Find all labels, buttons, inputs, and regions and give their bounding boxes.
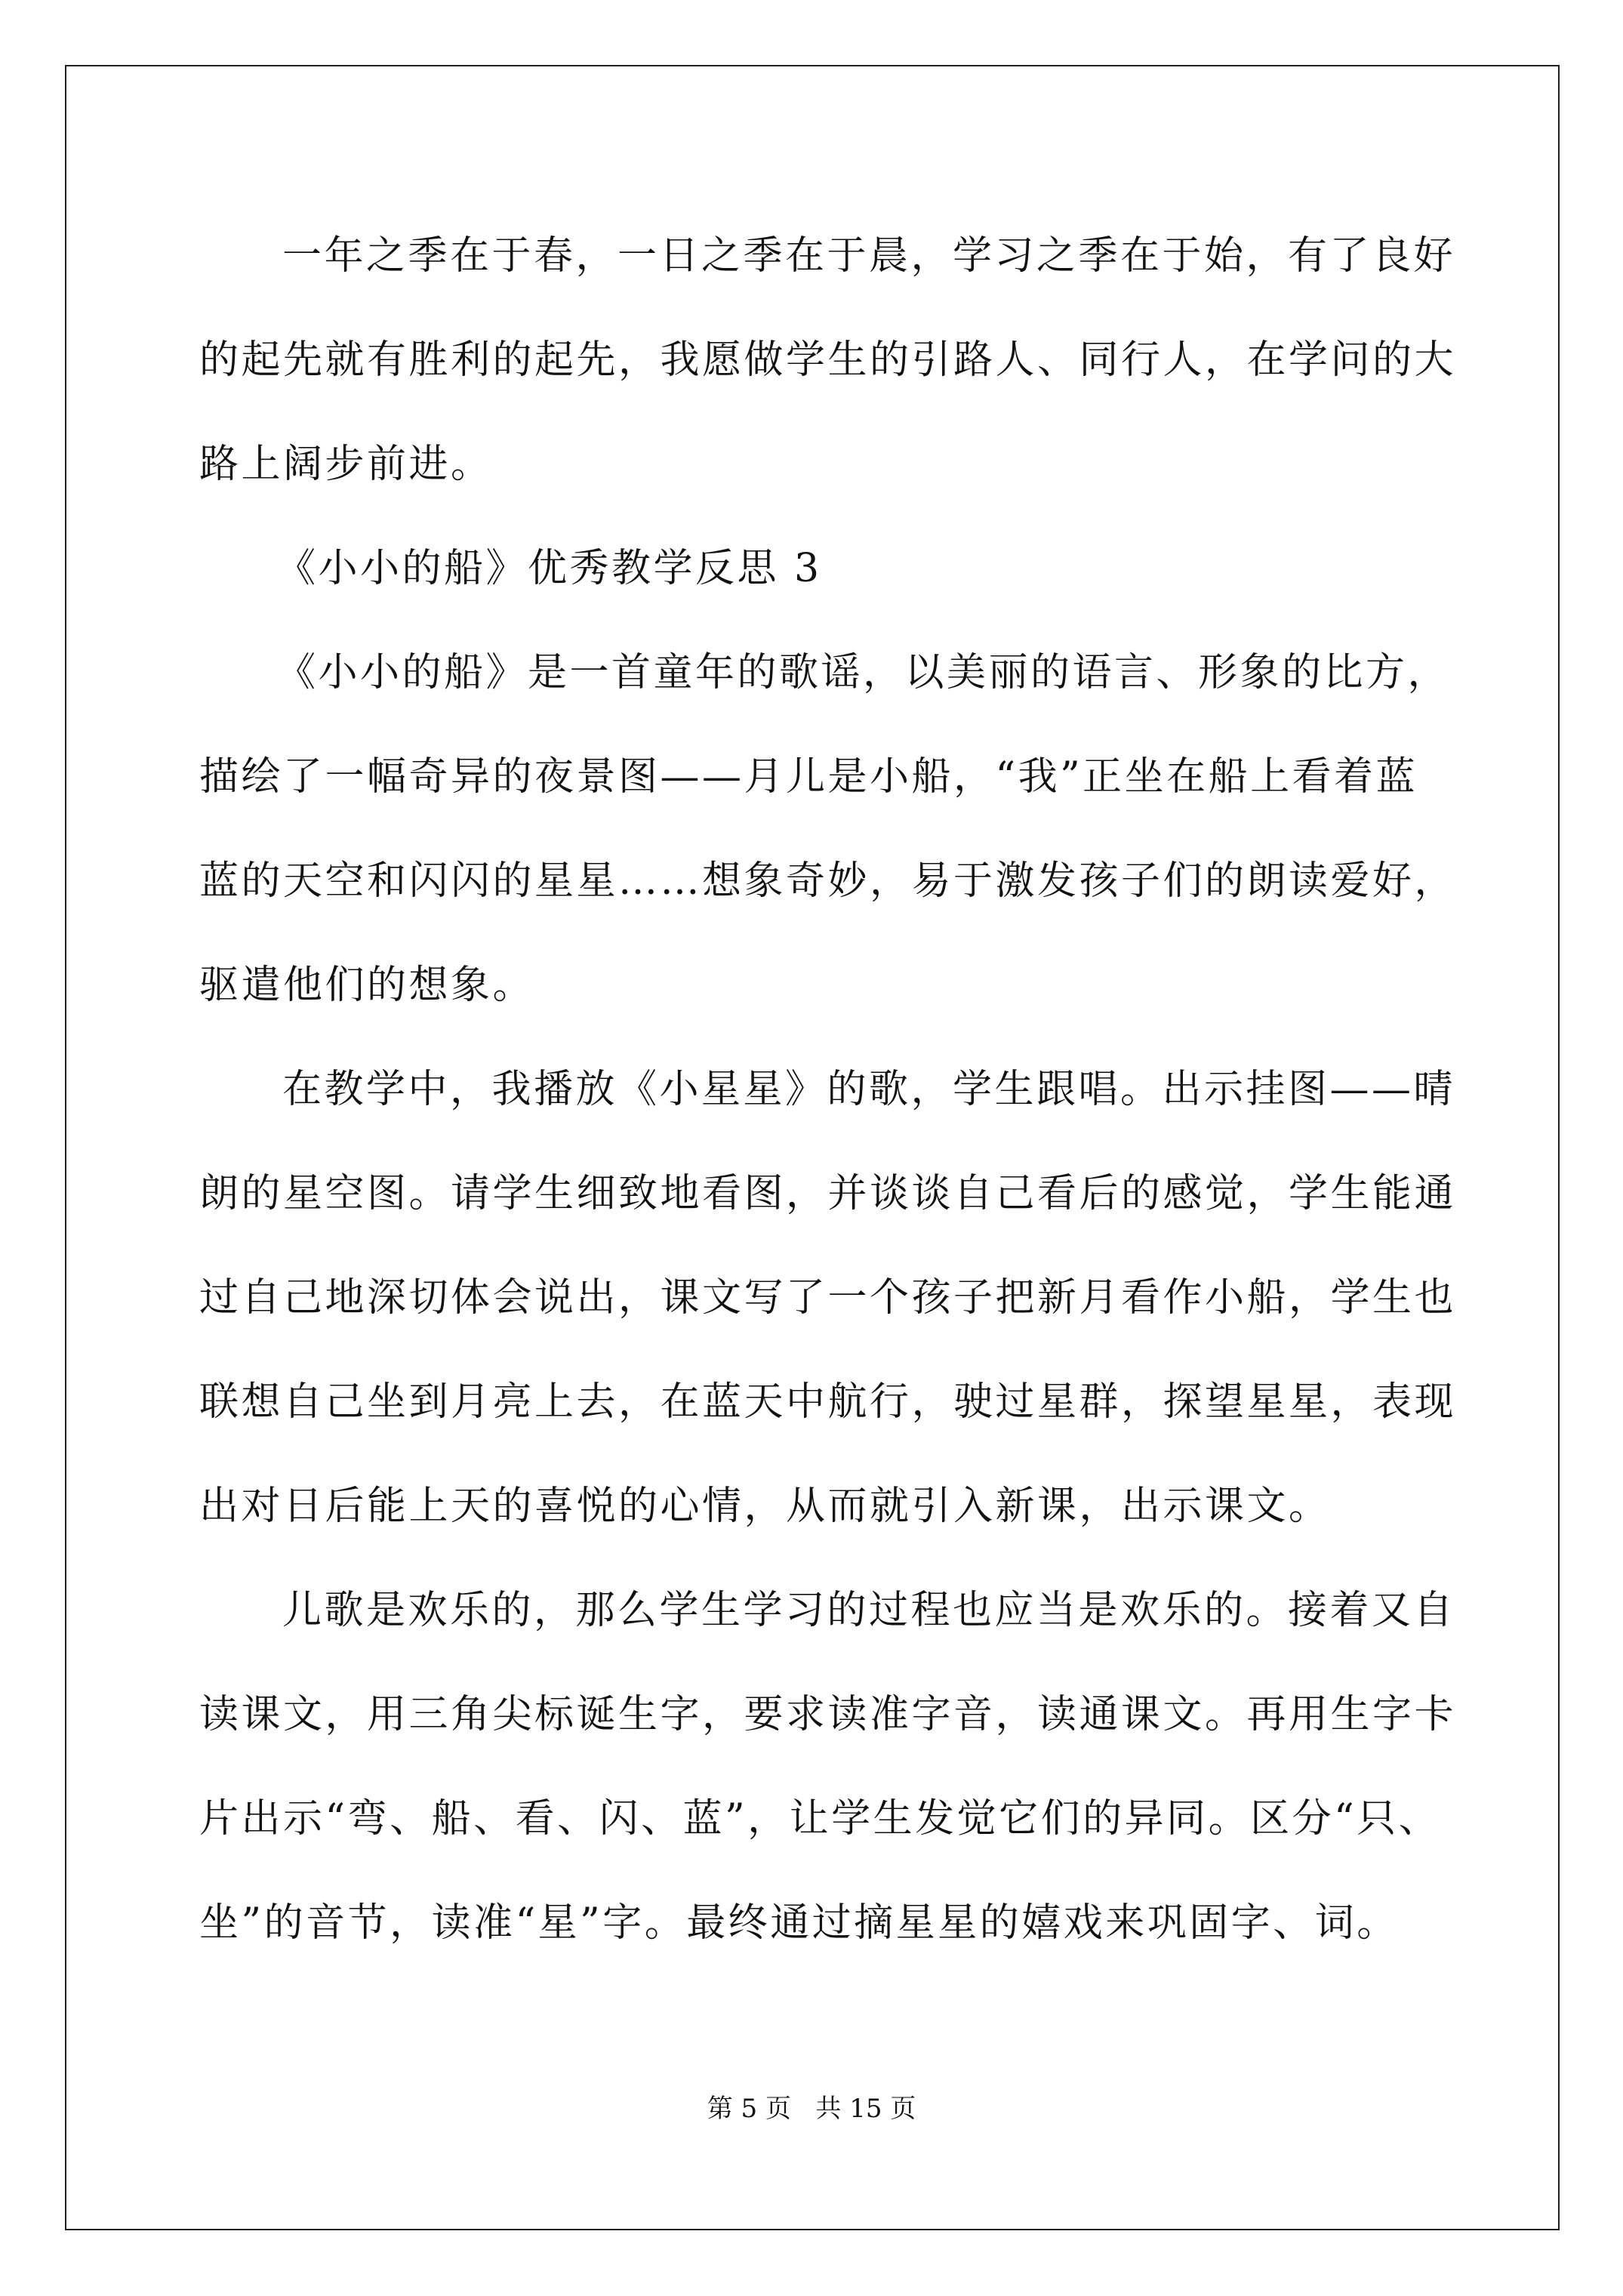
text-line: 描绘了一幅奇异的夜景图——月儿是小船，“我”正坐在船上看着蓝 [199, 754, 1418, 800]
text-line: 出对日后能上天的喜悦的心情，从而就引入新课，出示课文。 [199, 1484, 1331, 1529]
text-line: 在教学中，我播放《小星星》的歌，学生跟唱。出示挂图——晴 [282, 1067, 1456, 1112]
text-line: 联想自己坐到月亮上去，在蓝天中航行，驶过星群，探望星星，表现 [199, 1379, 1457, 1425]
text-line: 一年之季在于春，一日之季在于晨，学习之季在于始，有了良好 [282, 233, 1456, 279]
text-line: 路上阔步前进。 [199, 442, 493, 487]
text-line: 朗的星空图。请学生细致地看图，并谈谈自己看后的感觉，学生能通 [199, 1171, 1457, 1216]
text-line: 《小小的船》是一首童年的歌谣，以美丽的语言、形象的比方， [276, 650, 1450, 695]
page-number-footer: 第 5 页 共 15 页 [707, 2094, 916, 2124]
text-line: 过自己地深切体会说出，课文写了一个孩子把新月看作小船，学生也 [199, 1275, 1457, 1321]
text-line: 坐”的音节，读准“星”字。最终通过摘星星的嬉戏来巩固字、词。 [199, 1900, 1399, 1946]
text-line: 的起先就有胜利的起先，我愿做学生的引路人、同行人，在学问的大 [199, 337, 1457, 383]
section-heading: 《小小的船》优秀教学反思 3 [276, 546, 822, 591]
text-line: 片出示“弯、船、看、闪、蓝”，让学生发觉它们的异同。区分“只、 [199, 1796, 1441, 1841]
text-line: 儿歌是欢乐的，那么学生学习的过程也应当是欢乐的。接着又自 [282, 1588, 1456, 1633]
text-line: 驱遣他们的想象。 [199, 963, 535, 1008]
text-line: 蓝的天空和闪闪的星星……想象奇妙，易于激发孩子们的朗读爱好， [199, 858, 1457, 904]
text-line: 读课文，用三角尖标诞生字，要求读准字音，读通课文。再用生字卡 [199, 1692, 1457, 1737]
